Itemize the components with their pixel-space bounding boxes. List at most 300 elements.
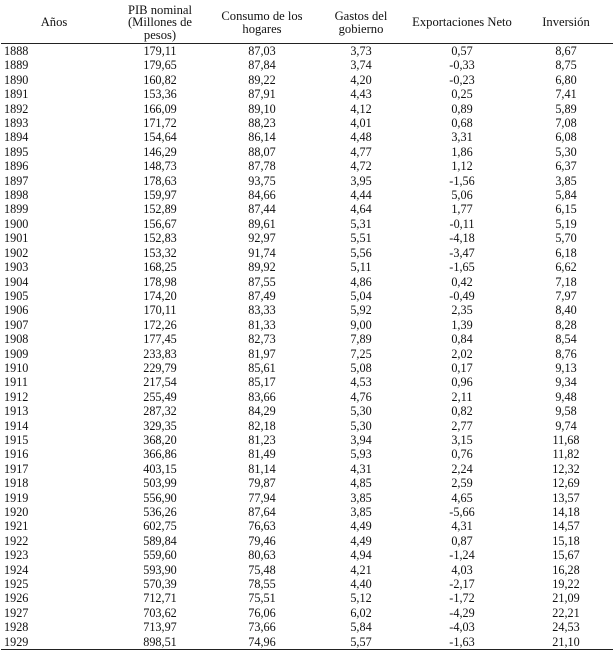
- cell-investment: 24,53: [552, 620, 580, 635]
- cell-government-spending: 3,85: [350, 490, 372, 505]
- cell-gdp: 179,11: [143, 44, 177, 58]
- cell-household-consumption: 76,63: [248, 519, 276, 534]
- cell-investment: 15,18: [552, 533, 580, 548]
- cell-investment: 11,82: [552, 447, 580, 462]
- cell-investment: 7,97: [555, 288, 577, 303]
- cell-government-spending: 4,40: [350, 577, 372, 592]
- cell-net-exports: -1,72: [449, 591, 475, 606]
- cell-net-exports: 1,12: [451, 159, 473, 174]
- cell-net-exports: 3,31: [451, 130, 473, 145]
- cell-government-spending: 5,31: [350, 216, 372, 231]
- cell-household-consumption: 80,63: [248, 548, 276, 563]
- cell-net-exports: 4,65: [451, 490, 473, 505]
- table-row: [1, 548, 613, 562]
- cell-gdp: 559,60: [143, 548, 177, 563]
- cell-investment: 8,28: [555, 317, 577, 332]
- cell-year: 1889: [4, 58, 29, 73]
- cell-government-spending: 4,72: [350, 159, 372, 174]
- table-row: [1, 102, 613, 116]
- cell-investment: 6,62: [555, 260, 577, 275]
- cell-household-consumption: 81,14: [248, 461, 276, 476]
- cell-gdp: 146,29: [143, 144, 177, 159]
- cell-net-exports: 0,25: [451, 87, 473, 102]
- table-row: [1, 246, 613, 260]
- cell-investment: 14,57: [552, 519, 580, 534]
- cell-year: 1907: [4, 317, 29, 332]
- cell-investment: 22,21: [552, 605, 580, 620]
- table-row: [1, 231, 613, 245]
- cell-investment: 6,15: [555, 202, 577, 217]
- cell-household-consumption: 79,87: [248, 476, 276, 491]
- header-row: [1, 2, 613, 44]
- cell-government-spending: 5,30: [350, 418, 372, 433]
- cell-year: 1918: [4, 476, 29, 491]
- cell-government-spending: 4,48: [350, 130, 372, 145]
- cell-year: 1919: [4, 490, 29, 505]
- cell-year: 1917: [4, 461, 29, 476]
- table-row: [1, 505, 613, 519]
- cell-investment: 6,80: [555, 72, 577, 87]
- cell-government-spending: 4,12: [350, 101, 372, 116]
- table-row: [1, 404, 613, 418]
- cell-net-exports: -4,03: [449, 620, 475, 635]
- table-row: [1, 519, 613, 533]
- cell-net-exports: -0,23: [449, 72, 475, 87]
- cell-gdp: 154,64: [143, 130, 177, 145]
- cell-household-consumption: 79,46: [248, 533, 276, 548]
- cell-net-exports: 1,86: [451, 144, 473, 159]
- cell-household-consumption: 84,66: [248, 188, 276, 203]
- cell-net-exports: 0,89: [451, 101, 473, 116]
- cell-gdp: 172,26: [143, 317, 177, 332]
- cell-investment: 6,08: [555, 130, 577, 145]
- cell-household-consumption: 83,66: [248, 389, 276, 404]
- cell-investment: 8,40: [555, 303, 577, 318]
- table-row: [1, 159, 613, 173]
- cell-investment: 16,28: [552, 562, 580, 577]
- cell-government-spending: 5,92: [350, 303, 372, 318]
- cell-government-spending: 5,51: [350, 231, 372, 246]
- cell-gdp: 152,89: [143, 202, 177, 217]
- table-row: [1, 347, 613, 361]
- cell-investment: 5,89: [555, 101, 577, 116]
- cell-government-spending: 3,85: [350, 505, 372, 519]
- cell-net-exports: 0,76: [451, 447, 473, 462]
- table-row: [1, 275, 613, 289]
- cell-year: 1908: [4, 332, 29, 347]
- cell-investment: 9,58: [555, 404, 577, 419]
- cell-household-consumption: 74,96: [207, 635, 317, 650]
- cell-household-consumption: 89,10: [248, 101, 276, 116]
- cell-household-consumption: 87,78: [248, 159, 276, 174]
- table-row: [1, 130, 613, 144]
- cell-government-spending: 5,11: [350, 260, 372, 275]
- table-row: [1, 491, 613, 505]
- cell-household-consumption: 85,61: [248, 360, 276, 375]
- cell-gdp: 536,26: [143, 505, 177, 519]
- cell-net-exports: 0,17: [451, 360, 473, 375]
- cell-household-consumption: 81,33: [248, 317, 276, 332]
- cell-year: 1902: [4, 245, 29, 260]
- table-row: [1, 116, 613, 130]
- cell-year: 1921: [4, 519, 29, 534]
- table-row: [1, 476, 613, 490]
- cell-year: 1894: [4, 130, 29, 145]
- table-row: [1, 44, 613, 59]
- cell-gdp: 152,83: [143, 231, 177, 246]
- cell-investment: 5,19: [555, 216, 577, 231]
- cell-government-spending: 4,64: [350, 202, 372, 217]
- cell-year: 1906: [4, 303, 29, 318]
- cell-government-spending: 4,49: [350, 519, 372, 534]
- cell-government-spending: 3,95: [350, 173, 372, 188]
- cell-net-exports: -2,17: [449, 577, 475, 592]
- cell-gdp: 503,99: [143, 476, 177, 491]
- cell-net-exports: 3,15: [451, 432, 473, 447]
- cell-year: 1912: [4, 389, 29, 404]
- cell-net-exports: 2,11: [451, 389, 473, 404]
- cell-net-exports: 0,84: [451, 332, 473, 347]
- cell-investment: 13,57: [552, 490, 580, 505]
- cell-household-consumption: 89,92: [248, 260, 276, 275]
- cell-year: 1898: [4, 188, 29, 203]
- cell-household-consumption: 82,18: [248, 418, 276, 433]
- cell-year: 1891: [4, 87, 29, 102]
- table-row: [1, 447, 613, 461]
- table-row: [1, 303, 613, 317]
- cell-net-exports: -1,63: [405, 635, 519, 650]
- cell-government-spending: 5,56: [350, 245, 372, 260]
- cell-net-exports: -1,65: [449, 260, 475, 275]
- cell-year: 1901: [4, 231, 29, 246]
- cell-government-spending: 4,53: [350, 375, 372, 390]
- table-row: [1, 361, 613, 375]
- cell-year: 1925: [4, 577, 29, 592]
- cell-year: 1900: [4, 216, 29, 231]
- cell-gdp: 160,82: [143, 72, 177, 87]
- cell-government-spending: 4,43: [350, 87, 372, 102]
- cell-gdp: 366,86: [143, 447, 177, 462]
- cell-investment: 19,22: [552, 577, 580, 592]
- cell-investment: 7,18: [555, 274, 577, 289]
- header-net-exports: Exportaciones Neto: [405, 2, 519, 44]
- cell-household-consumption: 89,61: [248, 216, 276, 231]
- table-row: [1, 635, 613, 650]
- cell-government-spending: 4,31: [350, 461, 372, 476]
- cell-investment: 5,70: [555, 231, 577, 246]
- cell-investment: 5,84: [555, 188, 577, 203]
- cell-household-consumption: 87,64: [248, 505, 276, 519]
- cell-household-consumption: 87,91: [248, 87, 276, 102]
- cell-household-consumption: 88,07: [248, 144, 276, 159]
- cell-government-spending: 3,73: [350, 44, 372, 58]
- cell-investment: 12,32: [552, 461, 580, 476]
- cell-net-exports: 1,77: [451, 202, 473, 217]
- cell-net-exports: 0,68: [451, 116, 473, 131]
- cell-government-spending: 4,76: [350, 389, 372, 404]
- cell-year: 1928: [4, 620, 29, 635]
- header-gdp: PIB nominal (Millones de pesos): [113, 2, 207, 44]
- cell-household-consumption: 93,75: [248, 173, 276, 188]
- cell-gdp: 153,32: [143, 245, 177, 260]
- cell-gdp: 171,72: [143, 116, 177, 131]
- cell-government-spending: 4,94: [350, 548, 372, 563]
- cell-gdp: 329,35: [143, 418, 177, 433]
- cell-gdp: 403,15: [143, 461, 177, 476]
- table-row: [1, 318, 613, 332]
- cell-net-exports: 2,59: [451, 476, 473, 491]
- cell-government-spending: 5,12: [350, 591, 372, 606]
- cell-gdp: 570,39: [143, 577, 177, 592]
- table-body: [1, 44, 613, 650]
- table-row: [1, 87, 613, 101]
- cell-government-spending: 7,89: [350, 332, 372, 347]
- cell-gdp: 556,90: [143, 490, 177, 505]
- cell-investment: 5,30: [555, 144, 577, 159]
- cell-net-exports: 1,39: [451, 317, 473, 332]
- cell-net-exports: -5,66: [449, 505, 475, 519]
- cell-investment: 8,54: [555, 332, 577, 347]
- cell-investment: 15,67: [552, 548, 580, 563]
- cell-investment: 12,69: [552, 476, 580, 491]
- cell-year: 1888: [4, 44, 29, 58]
- cell-household-consumption: 89,22: [248, 72, 276, 87]
- cell-net-exports: 4,31: [451, 519, 473, 534]
- cell-gdp: 229,79: [143, 360, 177, 375]
- cell-household-consumption: 87,84: [248, 58, 276, 73]
- cell-household-consumption: 81,97: [248, 346, 276, 361]
- cell-gdp: 712,71: [143, 591, 177, 606]
- cell-year: 1929: [1, 635, 113, 650]
- cell-year: 1920: [4, 505, 29, 519]
- cell-investment: 6,37: [555, 159, 577, 174]
- cell-household-consumption: 78,55: [248, 577, 276, 592]
- cell-year: 1893: [4, 116, 29, 131]
- table-row: [1, 591, 613, 605]
- table-row: [1, 58, 613, 72]
- cell-government-spending: 3,74: [350, 58, 372, 73]
- cell-household-consumption: 86,14: [248, 130, 276, 145]
- cell-gdp: 156,67: [143, 216, 177, 231]
- cell-year: 1897: [4, 173, 29, 188]
- cell-net-exports: 2,24: [451, 461, 473, 476]
- table-row: [1, 73, 613, 87]
- cell-year: 1904: [4, 274, 29, 289]
- cell-government-spending: 4,44: [350, 188, 372, 203]
- cell-household-consumption: 88,23: [248, 116, 276, 131]
- cell-gdp: 898,51: [113, 635, 207, 650]
- table-row: [1, 563, 613, 577]
- cell-net-exports: 0,82: [451, 404, 473, 419]
- cell-year: 1892: [4, 101, 29, 116]
- cell-gdp: 178,63: [143, 173, 177, 188]
- cell-net-exports: -0,33: [449, 58, 475, 73]
- cell-household-consumption: 76,06: [248, 605, 276, 620]
- cell-gdp: 287,32: [143, 404, 177, 419]
- table-header: [1, 2, 613, 44]
- cell-net-exports: -1,56: [449, 173, 475, 188]
- header-government-spending: Gastos del gobierno: [317, 2, 405, 44]
- cell-investment: 21,09: [552, 591, 580, 606]
- table-row: [1, 217, 613, 231]
- cell-gdp: 178,98: [143, 274, 177, 289]
- header-years: Años: [1, 2, 113, 44]
- cell-year: 1926: [4, 591, 29, 606]
- cell-gdp: 166,09: [143, 101, 177, 116]
- cell-government-spending: 5,08: [350, 360, 372, 375]
- cell-household-consumption: 87,55: [248, 274, 276, 289]
- table-row: [1, 289, 613, 303]
- cell-gdp: 217,54: [143, 375, 177, 390]
- cell-investment: 21,10: [519, 635, 613, 650]
- table-row: [1, 332, 613, 346]
- cell-household-consumption: 73,66: [248, 620, 276, 635]
- cell-year: 1896: [4, 159, 29, 174]
- cell-year: 1922: [4, 533, 29, 548]
- table-row: [1, 260, 613, 274]
- cell-government-spending: 4,86: [350, 274, 372, 289]
- table-row: [1, 534, 613, 548]
- cell-investment: 14,18: [552, 505, 580, 519]
- cell-year: 1895: [4, 144, 29, 159]
- cell-investment: 8,75: [555, 58, 577, 73]
- cell-net-exports: 0,42: [451, 274, 473, 289]
- header-household-consumption: Consumo de los hogares: [207, 2, 317, 44]
- cell-year: 1914: [4, 418, 29, 433]
- cell-net-exports: -0,11: [449, 216, 475, 231]
- cell-net-exports: 0,57: [451, 44, 473, 58]
- cell-government-spending: 7,25: [350, 346, 372, 361]
- cell-government-spending: 5,93: [350, 447, 372, 462]
- cell-government-spending: 6,02: [350, 605, 372, 620]
- cell-year: 1890: [4, 72, 29, 87]
- cell-year: 1911: [4, 375, 28, 390]
- cell-year: 1924: [4, 562, 29, 577]
- cell-investment: 3,85: [555, 173, 577, 188]
- table-row: [1, 390, 613, 404]
- cell-investment: 9,13: [555, 360, 577, 375]
- cell-investment: 9,48: [555, 389, 577, 404]
- cell-year: 1915: [4, 432, 29, 447]
- cell-investment: 11,68: [552, 432, 580, 447]
- table-row: [1, 145, 613, 159]
- cell-gdp: 602,75: [143, 519, 177, 534]
- cell-household-consumption: 85,17: [248, 375, 276, 390]
- cell-net-exports: 2,02: [451, 346, 473, 361]
- cell-net-exports: -4,29: [449, 605, 475, 620]
- cell-household-consumption: 91,74: [248, 245, 276, 260]
- cell-household-consumption: 92,97: [248, 231, 276, 246]
- cell-year: 1910: [4, 360, 29, 375]
- cell-household-consumption: 81,49: [248, 447, 276, 462]
- cell-net-exports: -3,47: [449, 245, 475, 260]
- cell-household-consumption: 75,51: [248, 591, 276, 606]
- table-row: [1, 462, 613, 476]
- cell-year: 1927: [4, 605, 29, 620]
- table-row: [1, 606, 613, 620]
- cell-year: 1923: [4, 548, 29, 563]
- table-row: [1, 375, 613, 389]
- cell-investment: 9,74: [555, 418, 577, 433]
- cell-gdp: 255,49: [143, 389, 177, 404]
- cell-government-spending: 3,94: [350, 432, 372, 447]
- cell-year: 1905: [4, 288, 29, 303]
- cell-year: 1899: [4, 202, 29, 217]
- cell-gdp: 589,84: [143, 533, 177, 548]
- cell-gdp: 153,36: [143, 87, 177, 102]
- table-row: [1, 620, 613, 634]
- cell-government-spending: 4,85: [350, 476, 372, 491]
- cell-gdp: 177,45: [143, 332, 177, 347]
- cell-investment: 9,34: [555, 375, 577, 390]
- cell-government-spending: 4,77: [350, 144, 372, 159]
- cell-investment: 6,18: [555, 245, 577, 260]
- cell-household-consumption: 83,33: [248, 303, 276, 318]
- cell-net-exports: 5,06: [451, 188, 473, 203]
- cell-government-spending: 5,04: [350, 288, 372, 303]
- cell-year: 1909: [4, 346, 29, 361]
- cell-government-spending: 5,84: [350, 620, 372, 635]
- cell-net-exports: -1,24: [449, 548, 475, 563]
- cell-gdp: 593,90: [143, 562, 177, 577]
- cell-household-consumption: 87,03: [248, 44, 276, 58]
- table-row: [1, 202, 613, 216]
- cell-household-consumption: 84,29: [248, 404, 276, 419]
- table-row: [1, 174, 613, 188]
- cell-household-consumption: 87,49: [248, 288, 276, 303]
- cell-net-exports: 2,35: [451, 303, 473, 318]
- cell-investment: 8,76: [555, 346, 577, 361]
- cell-year: 1913: [4, 404, 29, 419]
- cell-gdp: 179,65: [143, 58, 177, 73]
- cell-gdp: 368,20: [143, 432, 177, 447]
- cell-gdp: 703,62: [143, 605, 177, 620]
- cell-net-exports: 0,96: [451, 375, 473, 390]
- cell-year: 1903: [4, 260, 29, 275]
- cell-net-exports: 4,03: [451, 562, 473, 577]
- cell-government-spending: 4,01: [350, 116, 372, 131]
- cell-gdp: 170,11: [143, 303, 177, 318]
- cell-gdp: 713,97: [143, 620, 177, 635]
- cell-gdp: 148,73: [143, 159, 177, 174]
- cell-government-spending: 4,21: [350, 562, 372, 577]
- cell-investment: 8,67: [555, 44, 577, 58]
- cell-household-consumption: 87,44: [248, 202, 276, 217]
- cell-gdp: 159,97: [143, 188, 177, 203]
- cell-government-spending: 4,49: [350, 533, 372, 548]
- cell-investment: 7,08: [555, 116, 577, 131]
- cell-gdp: 168,25: [143, 260, 177, 275]
- data-table: [1, 2, 613, 650]
- cell-year: 1916: [4, 447, 29, 462]
- cell-net-exports: 2,77: [451, 418, 473, 433]
- cell-household-consumption: 82,73: [248, 332, 276, 347]
- header-investment: Inversión: [519, 2, 613, 44]
- cell-net-exports: -0,49: [449, 288, 475, 303]
- table-row: [1, 577, 613, 591]
- cell-gdp: 233,83: [143, 346, 177, 361]
- table-row: [1, 433, 613, 447]
- cell-government-spending: 9,00: [350, 317, 372, 332]
- cell-government-spending: 4,20: [350, 72, 372, 87]
- cell-household-consumption: 77,94: [248, 490, 276, 505]
- cell-gdp: 174,20: [143, 288, 177, 303]
- cell-investment: 7,41: [555, 87, 577, 102]
- cell-household-consumption: 75,48: [248, 562, 276, 577]
- cell-net-exports: 0,87: [451, 533, 473, 548]
- cell-government-spending: 5,57: [317, 635, 405, 650]
- cell-net-exports: -4,18: [449, 231, 475, 246]
